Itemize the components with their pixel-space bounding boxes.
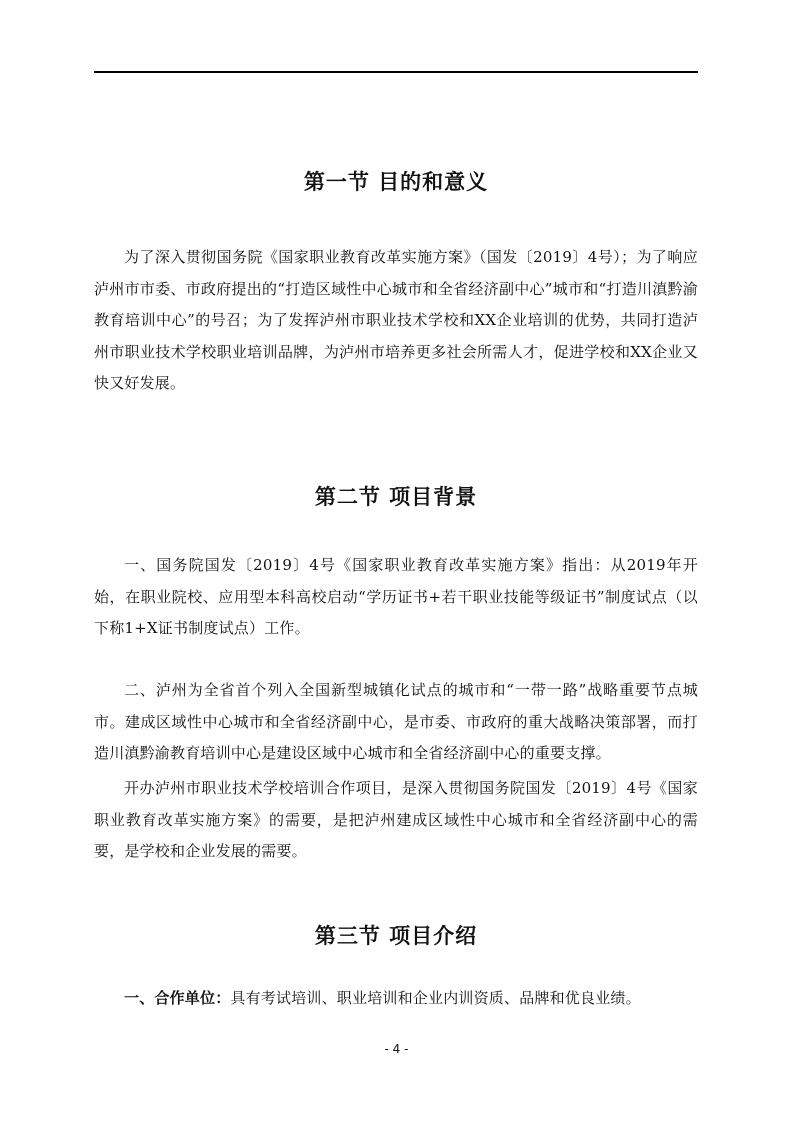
section-2-paragraph-1: 一、国务院国发〔2019〕4号《国家职业教育改革实施方案》指出：从2019年开始，在职业院校、应用型本科高校启动“学历证书+若干职业技能等级证书”制度试点（以下称1+X证书制度试点）工作。 bbox=[94, 556, 698, 637]
lead-item-label: 一、合作单位： bbox=[124, 989, 231, 1007]
section-2-paragraph-3: 开办泸州市职业技术学校培训合作项目，是深入贯彻国务院国发〔2019〕4号《国家职业教育改革实施方案》的需要，是把泸州建成区域性中心城市和全省经济副中心的需要，是学校和企业发展的需要。 bbox=[94, 779, 698, 860]
lead-item-text: 具有考试培训、职业培训和企业内训资质、品牌和优良业绩。 bbox=[230, 989, 641, 1007]
section-2-title: 第二节 项目背景 bbox=[314, 485, 478, 509]
section-1-paragraph: 为了深入贯彻国务院《国家职业教育改革实施方案》（国发〔2019〕4号）；为了响应泸州市市委、市政府提出的“打造区域性中心城市和全省经济副中心”城市和“打造川滇黔渝教育培训中心”的号召；为了发挥泸州市职业技术学校和XX企业培训的优势，共同打造泸州市职业技术学校职业培训品牌，为泸州市培养更多社会所需人才，促进学校和XX企业又快又好发展。 bbox=[94, 248, 698, 392]
section-1-title: 第一节 目的和意义 bbox=[303, 170, 489, 194]
section-3-lead-item bbox=[94, 983, 698, 1015]
page-number: - 4 - bbox=[384, 1042, 409, 1056]
section-2-paragraph-2: 二、泸州为全省首个列入全国新型城镇化试点的城市和“一带一路”战略重要节点城市。建成区域性中心城市和全省经济副中心，是市委、市政府的重大战略决策部署，而打造川滇黔渝教育培训中心是建设区域中心城市和全省经济副中心的重要支撑。 bbox=[94, 681, 698, 762]
header-rule bbox=[94, 71, 698, 73]
section-3-title: 第三节 项目介绍 bbox=[314, 924, 478, 948]
